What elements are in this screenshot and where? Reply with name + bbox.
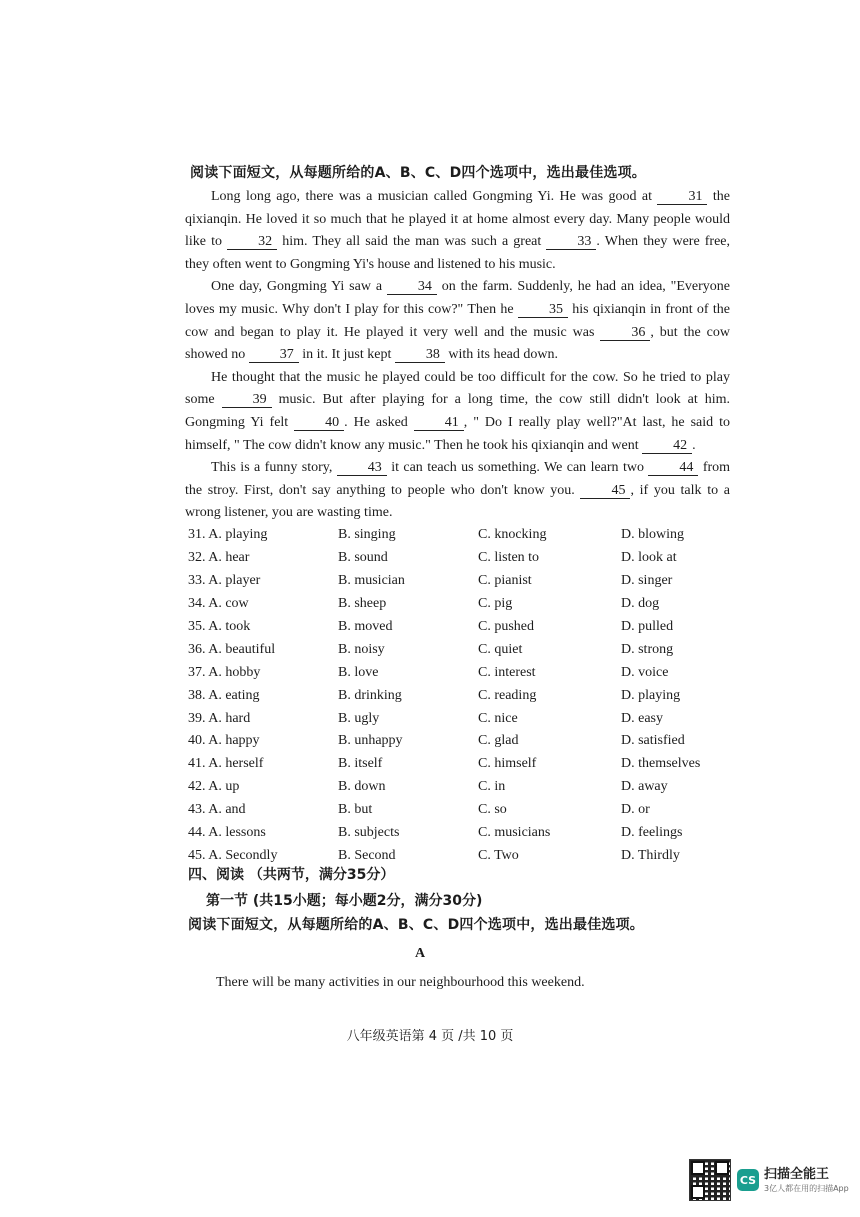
- passage-paragraph-4: [185, 457, 730, 525]
- passage-text: from the stroy. First, don't say anything to people who don't know you.: [185, 460, 731, 498]
- passage-text: One day, Gongming Yi saw a: [211, 279, 383, 295]
- option-a: 43. A. and: [188, 802, 246, 818]
- option-a: 44. A. lessons: [188, 825, 266, 841]
- blank-42: 42: [642, 438, 692, 454]
- option-c: C. Two: [478, 847, 519, 863]
- option-row: [188, 753, 748, 776]
- option-c: C. so: [478, 802, 507, 818]
- option-d: D. Thirdly: [621, 847, 680, 863]
- scanner-tagline: 3亿人都在用的扫描App: [764, 1183, 849, 1193]
- option-row: [188, 638, 748, 661]
- option-row: [188, 776, 748, 799]
- option-d: D. away: [621, 779, 668, 795]
- answer-options: [188, 524, 748, 867]
- passage-text: , if you talk to a wrong listener, you are wasting time.: [185, 482, 731, 521]
- option-a: 38. A. eating: [188, 687, 260, 703]
- passage-text: This is a funny story,: [211, 460, 333, 476]
- cloze-instruction: 阅读下面短文，从每题所给的A、B、C、D四个选项中，选出最佳选项。: [190, 165, 646, 181]
- option-d: D. feelings: [621, 825, 683, 841]
- passage-heading-a: A: [414, 946, 426, 961]
- option-a: 39. A. hard: [188, 710, 251, 726]
- option-a: 42. A. up: [188, 779, 240, 795]
- option-c: C. listen to: [478, 550, 540, 566]
- option-b: B. but: [338, 802, 373, 818]
- option-c: C. reading: [478, 687, 537, 703]
- blank-40: 40: [294, 415, 344, 431]
- passage-text: .: [692, 437, 696, 453]
- option-d: D. easy: [621, 710, 663, 726]
- option-c: C. musicians: [478, 825, 551, 841]
- passage-text: music. But after playing for a long time, the cow still didn't look at him. Gongming Yi felt: [185, 392, 731, 430]
- option-b: B. sheep: [338, 596, 387, 612]
- option-b: B. down: [338, 779, 386, 795]
- passage-a-intro: There will be many activities in our neighbourhood this weekend.: [216, 975, 585, 990]
- option-a: 32. A. hear: [188, 550, 250, 566]
- option-row: [188, 799, 748, 822]
- option-c: C. in: [478, 779, 506, 795]
- option-b: B. musician: [338, 573, 405, 589]
- option-row: [188, 593, 748, 616]
- option-d: D. dog: [621, 596, 660, 612]
- blank-35: 35: [518, 302, 568, 318]
- passage-text: on the farm. Suddenly, he had an idea, "Everyone loves my music. Why don't I play for this cow?" Then he: [185, 279, 731, 317]
- blank-43: 43: [337, 460, 387, 476]
- passage-paragraph-3: [185, 367, 730, 457]
- option-c: C. nice: [478, 710, 518, 726]
- option-c: C. pianist: [478, 573, 532, 589]
- option-b: B. moved: [338, 619, 393, 634]
- option-row: [188, 707, 748, 730]
- option-row: [188, 547, 748, 570]
- option-b: B. sound: [338, 550, 388, 566]
- blank-36: 36: [600, 325, 650, 341]
- blank-39: 39: [222, 392, 272, 408]
- option-b: B. itself: [338, 756, 383, 772]
- passage-text: , but the cow showed no: [185, 324, 731, 363]
- option-d: D. blowing: [621, 527, 684, 543]
- option-row: [188, 616, 748, 639]
- qr-code-icon: [689, 1159, 731, 1201]
- passage-text: his qixianqin in front of the cow and began to play it. He played it very well and the music was: [185, 301, 730, 340]
- option-row: [188, 524, 748, 547]
- passage-text: it can teach us something. We can learn two: [391, 460, 644, 476]
- camscanner-logo: CS: [737, 1169, 759, 1191]
- option-c: C. glad: [478, 733, 519, 749]
- blank-34: 34: [387, 279, 437, 295]
- blank-33: 33: [546, 234, 596, 250]
- option-row: [188, 661, 748, 684]
- option-b: B. drinking: [338, 687, 402, 703]
- passage-text: the qixianqin. He loved it so much that he played it at home almost every day. Many people would like to: [185, 189, 731, 250]
- option-row: [188, 570, 748, 593]
- option-a: 41. A. herself: [188, 756, 264, 772]
- option-a: 40. A. happy: [188, 733, 260, 749]
- option-d: D. or: [621, 802, 650, 818]
- option-c: C. pig: [478, 596, 513, 612]
- option-a: 45. A. Secondly: [188, 847, 278, 863]
- option-b: B. unhappy: [338, 733, 403, 749]
- option-a: 33. A. player: [188, 573, 261, 589]
- blank-32: 32: [227, 234, 277, 250]
- option-c: C. quiet: [478, 641, 523, 657]
- option-a: 37. A. hobby: [188, 664, 261, 680]
- option-a: 34. A. cow: [188, 596, 249, 612]
- option-d: D. singer: [621, 573, 673, 589]
- passage-text: him. They all said the man was such a great: [282, 234, 542, 250]
- option-c: C. himself: [478, 756, 537, 772]
- passage-text: , " Do I really play well?"At last, he said to himself, " The cow didn't know any music." Then he took his qixianqin and went: [185, 414, 731, 453]
- subsection-heading: 第一节 (共15小题；每小题2分，满分30分): [206, 893, 483, 909]
- option-b: B. love: [338, 664, 379, 680]
- option-row: [188, 684, 748, 707]
- option-d: D. look at: [621, 550, 677, 566]
- passage-paragraph-1: [185, 186, 730, 276]
- option-c: C. knocking: [478, 527, 547, 543]
- option-a: 35. A. took: [188, 619, 251, 634]
- option-d: D. playing: [621, 687, 681, 703]
- passage-paragraph-2: [185, 276, 730, 366]
- option-b: B. subjects: [338, 825, 400, 841]
- option-a: 31. A. playing: [188, 527, 268, 543]
- scanner-app-name: 扫描全能王: [764, 1166, 830, 1182]
- option-d: D. satisfied: [621, 733, 685, 749]
- passage-text: with its head down.: [448, 347, 558, 363]
- blank-45: 45: [580, 483, 630, 499]
- page-footer: 八年级英语第 4 页 /共 10 页: [346, 1029, 514, 1044]
- scanner-watermark: [689, 1159, 849, 1201]
- option-row: [188, 822, 748, 845]
- passage-text: in it. It just kept: [302, 347, 392, 363]
- option-b: B. noisy: [338, 641, 385, 657]
- passage-text: Long long ago, there was a musician called Gongming Yi. He was good at: [211, 189, 653, 204]
- option-d: D. strong: [621, 641, 674, 657]
- option-d: D. themselves: [621, 756, 701, 772]
- option-a: 36. A. beautiful: [188, 641, 276, 657]
- option-c: C. interest: [478, 664, 536, 680]
- option-d: D. voice: [621, 664, 669, 680]
- passage-text: He thought that the music he played could be too difficult for the cow. So he tried to play some: [185, 369, 730, 408]
- option-c: C. pushed: [478, 619, 534, 634]
- section-heading: 四、阅读 （共两节，满分35分）: [188, 867, 395, 883]
- cloze-passage: [185, 186, 730, 525]
- passage-text: . He asked: [344, 414, 408, 430]
- option-b: B. Second: [338, 847, 396, 863]
- option-d: D. pulled: [621, 619, 674, 634]
- blank-41: 41: [414, 415, 464, 431]
- blank-37: 37: [249, 347, 299, 363]
- option-b: B. singing: [338, 527, 396, 543]
- blank-31: 31: [657, 189, 707, 205]
- passage-text: . When they were free, they often went to Gongming Yi's house and listened to his music.: [185, 234, 731, 272]
- blank-44: 44: [648, 460, 698, 476]
- option-b: B. ugly: [338, 710, 380, 726]
- reading-instruction: 阅读下面短文，从每题所给的A、B、C、D四个选项中，选出最佳选项。: [188, 917, 644, 933]
- blank-38: 38: [395, 347, 445, 363]
- option-row: [188, 730, 748, 753]
